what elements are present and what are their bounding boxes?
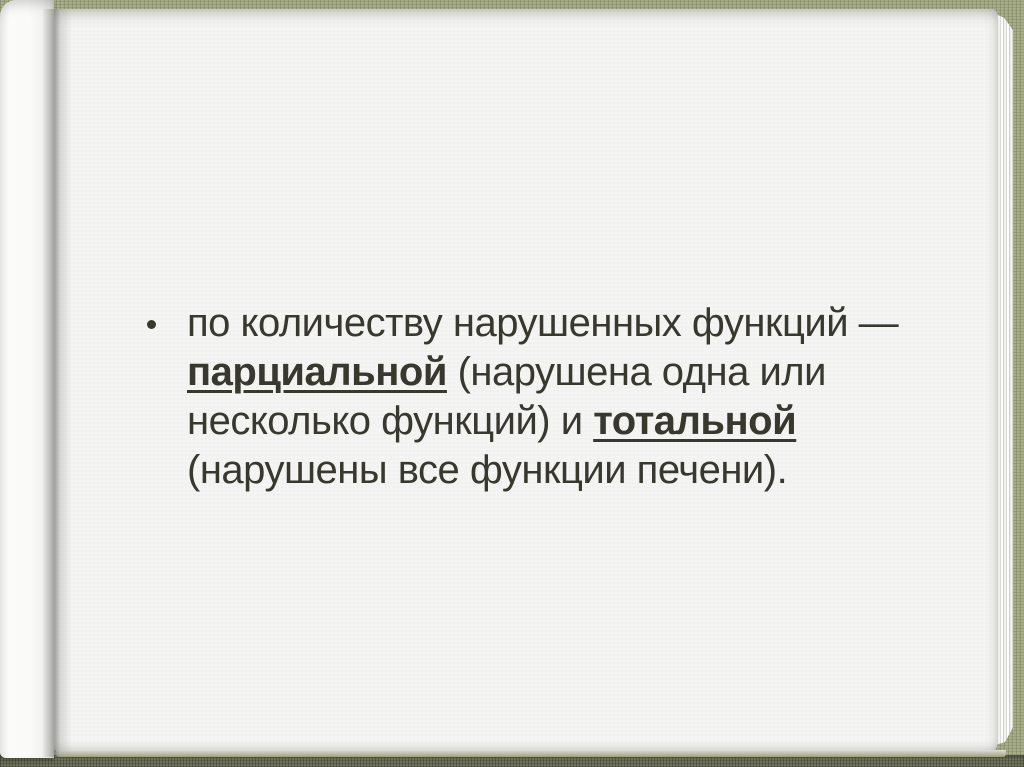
- page-bottom-shadow: [56, 750, 1006, 757]
- bullet-item: [137, 299, 898, 495]
- slide-page: [52, 9, 997, 750]
- text-line-1: [187, 299, 898, 348]
- text-segment: (нарушены все функции печени).: [187, 448, 788, 492]
- emphasized-term-partial: парциальной: [187, 350, 447, 394]
- text-line-2: [187, 348, 898, 397]
- text-segment: по количеству нарушенных функций —: [187, 301, 899, 345]
- page-stack-edges: [995, 11, 1013, 748]
- text-segment: (нарушена одна или: [446, 350, 826, 394]
- text-segment: несколько функций) и: [187, 399, 594, 443]
- bullet-dot-icon: [147, 320, 156, 329]
- bullet-list: [137, 299, 898, 495]
- emphasized-term-total: тотальной: [593, 399, 797, 443]
- text-line-3: [187, 397, 898, 446]
- turned-page-curl: [0, 0, 54, 758]
- text-line-4: [187, 446, 898, 495]
